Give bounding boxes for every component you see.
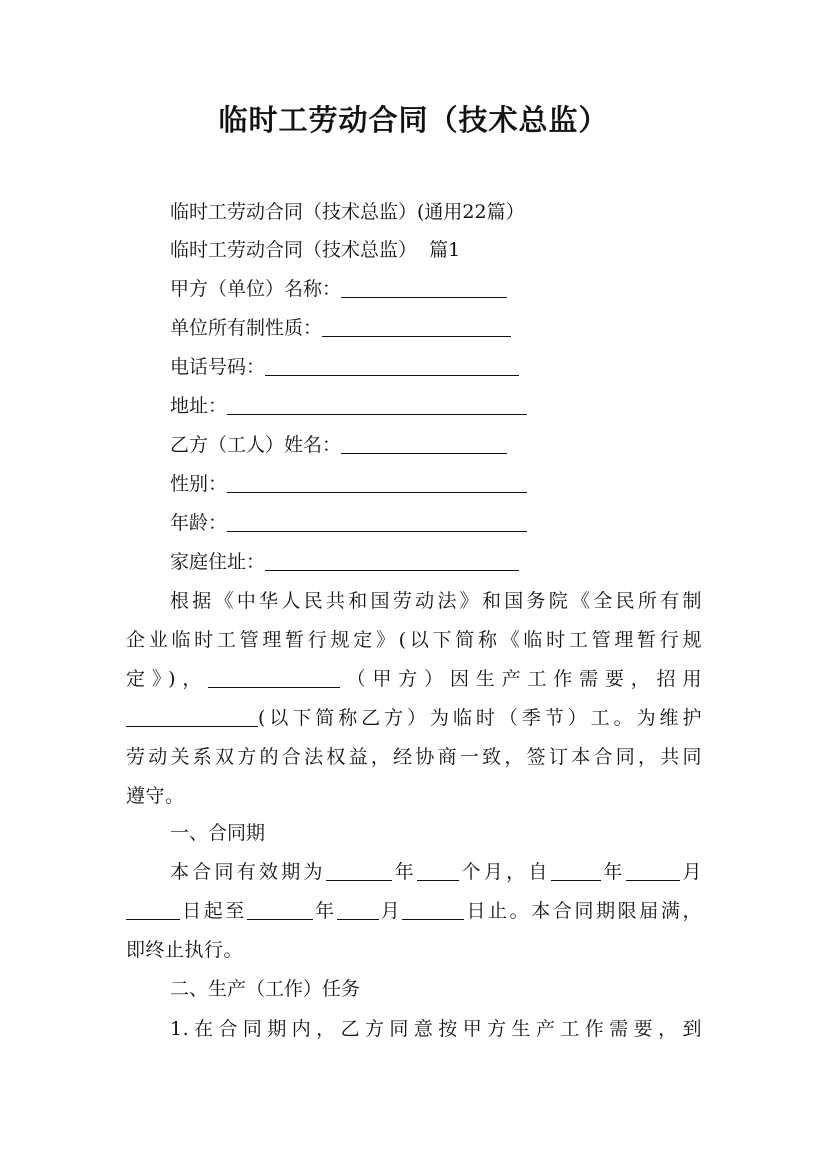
paragraph-line: 劳动关系双方的合法权益，经协商一致，签订本合同，共同 (126, 746, 702, 768)
field-label: 乙方（工人）姓名： (170, 434, 342, 456)
paragraph-line (126, 660, 702, 699)
paragraph-line (126, 699, 702, 738)
blank-line (402, 899, 464, 920)
text-fragment: 定》)， (126, 668, 209, 690)
field-label: 地址： (170, 395, 228, 417)
paragraph-line: 遵守。 (126, 785, 185, 807)
text-fragment: 本合同有效期为 (170, 861, 326, 883)
paragraph-line (126, 853, 702, 892)
blank-line (341, 433, 507, 454)
clause-2-paragraph (126, 1010, 702, 1049)
text-fragment: （甲方）因生产工作需要，招用 (340, 668, 702, 690)
text-fragment: 年 (312, 900, 337, 922)
clause-1-heading: 一、合同期 (170, 822, 266, 844)
field-ownership (170, 313, 511, 343)
paragraph-line: 1.在合同期内，乙方同意按甲方生产工作需要，到 (170, 1018, 702, 1040)
blank-line (626, 860, 680, 881)
text-fragment: 年 (391, 861, 417, 883)
blank-line (126, 706, 258, 727)
field-label: 家庭住址： (170, 551, 266, 573)
blank-line (247, 899, 313, 920)
clause-2-heading: 二、生产（工作）任务 (170, 978, 361, 1000)
paragraph-line: 即终止执行。 (126, 939, 244, 961)
field-label: 性别： (170, 473, 228, 495)
field-party-a-name (170, 274, 507, 304)
text-fragment: 日止。本合同期限届满， (464, 900, 702, 922)
text-fragment: 年 (600, 861, 626, 883)
field-phone (170, 352, 519, 382)
field-gender (170, 469, 527, 499)
text-fragment: (以下简称乙方）为临时（季节）工。为维护 (258, 707, 702, 729)
text-fragment: 日起至 (180, 900, 247, 922)
clause-1-paragraph (126, 853, 702, 970)
blank-line (551, 860, 601, 881)
field-label: 年龄： (170, 512, 228, 534)
blank-line (265, 550, 519, 571)
text-fragment: 个月，自 (458, 861, 551, 883)
field-age (170, 508, 527, 538)
document-title: 临时工劳动合同（技术总监） (218, 103, 609, 137)
field-address (170, 391, 527, 421)
blank-line (126, 899, 180, 920)
paragraph-line: 企业临时工管理暂行规定》(以下简称《临时工管理暂行规 (126, 629, 702, 651)
blank-line (326, 860, 392, 881)
field-label: 甲方（单位）名称： (170, 278, 342, 300)
blank-line (227, 472, 527, 493)
blank-line (341, 277, 507, 298)
blank-line (417, 860, 459, 881)
field-home-address (170, 547, 519, 577)
blank-line (265, 355, 519, 376)
blank-line (322, 316, 511, 337)
paragraph-line (126, 892, 702, 931)
text-fragment: 月 (679, 861, 702, 883)
text-fragment: 月 (378, 900, 403, 922)
section-heading: 临时工劳动合同（技术总监） 篇1 (170, 239, 461, 261)
field-label: 单位所有制性质： (170, 317, 323, 339)
document-subtitle: 临时工劳动合同（技术总监）(通用22篇） (170, 201, 525, 223)
paragraph-line: 根据《中华人民共和国劳动法》和国务院《全民所有制 (170, 590, 702, 612)
preamble-paragraph (126, 582, 702, 816)
blank-line (208, 667, 340, 688)
field-party-b-name (170, 430, 507, 460)
field-label: 电话号码： (170, 356, 266, 378)
blank-line (227, 511, 527, 532)
blank-line (337, 899, 379, 920)
blank-line (227, 394, 527, 415)
